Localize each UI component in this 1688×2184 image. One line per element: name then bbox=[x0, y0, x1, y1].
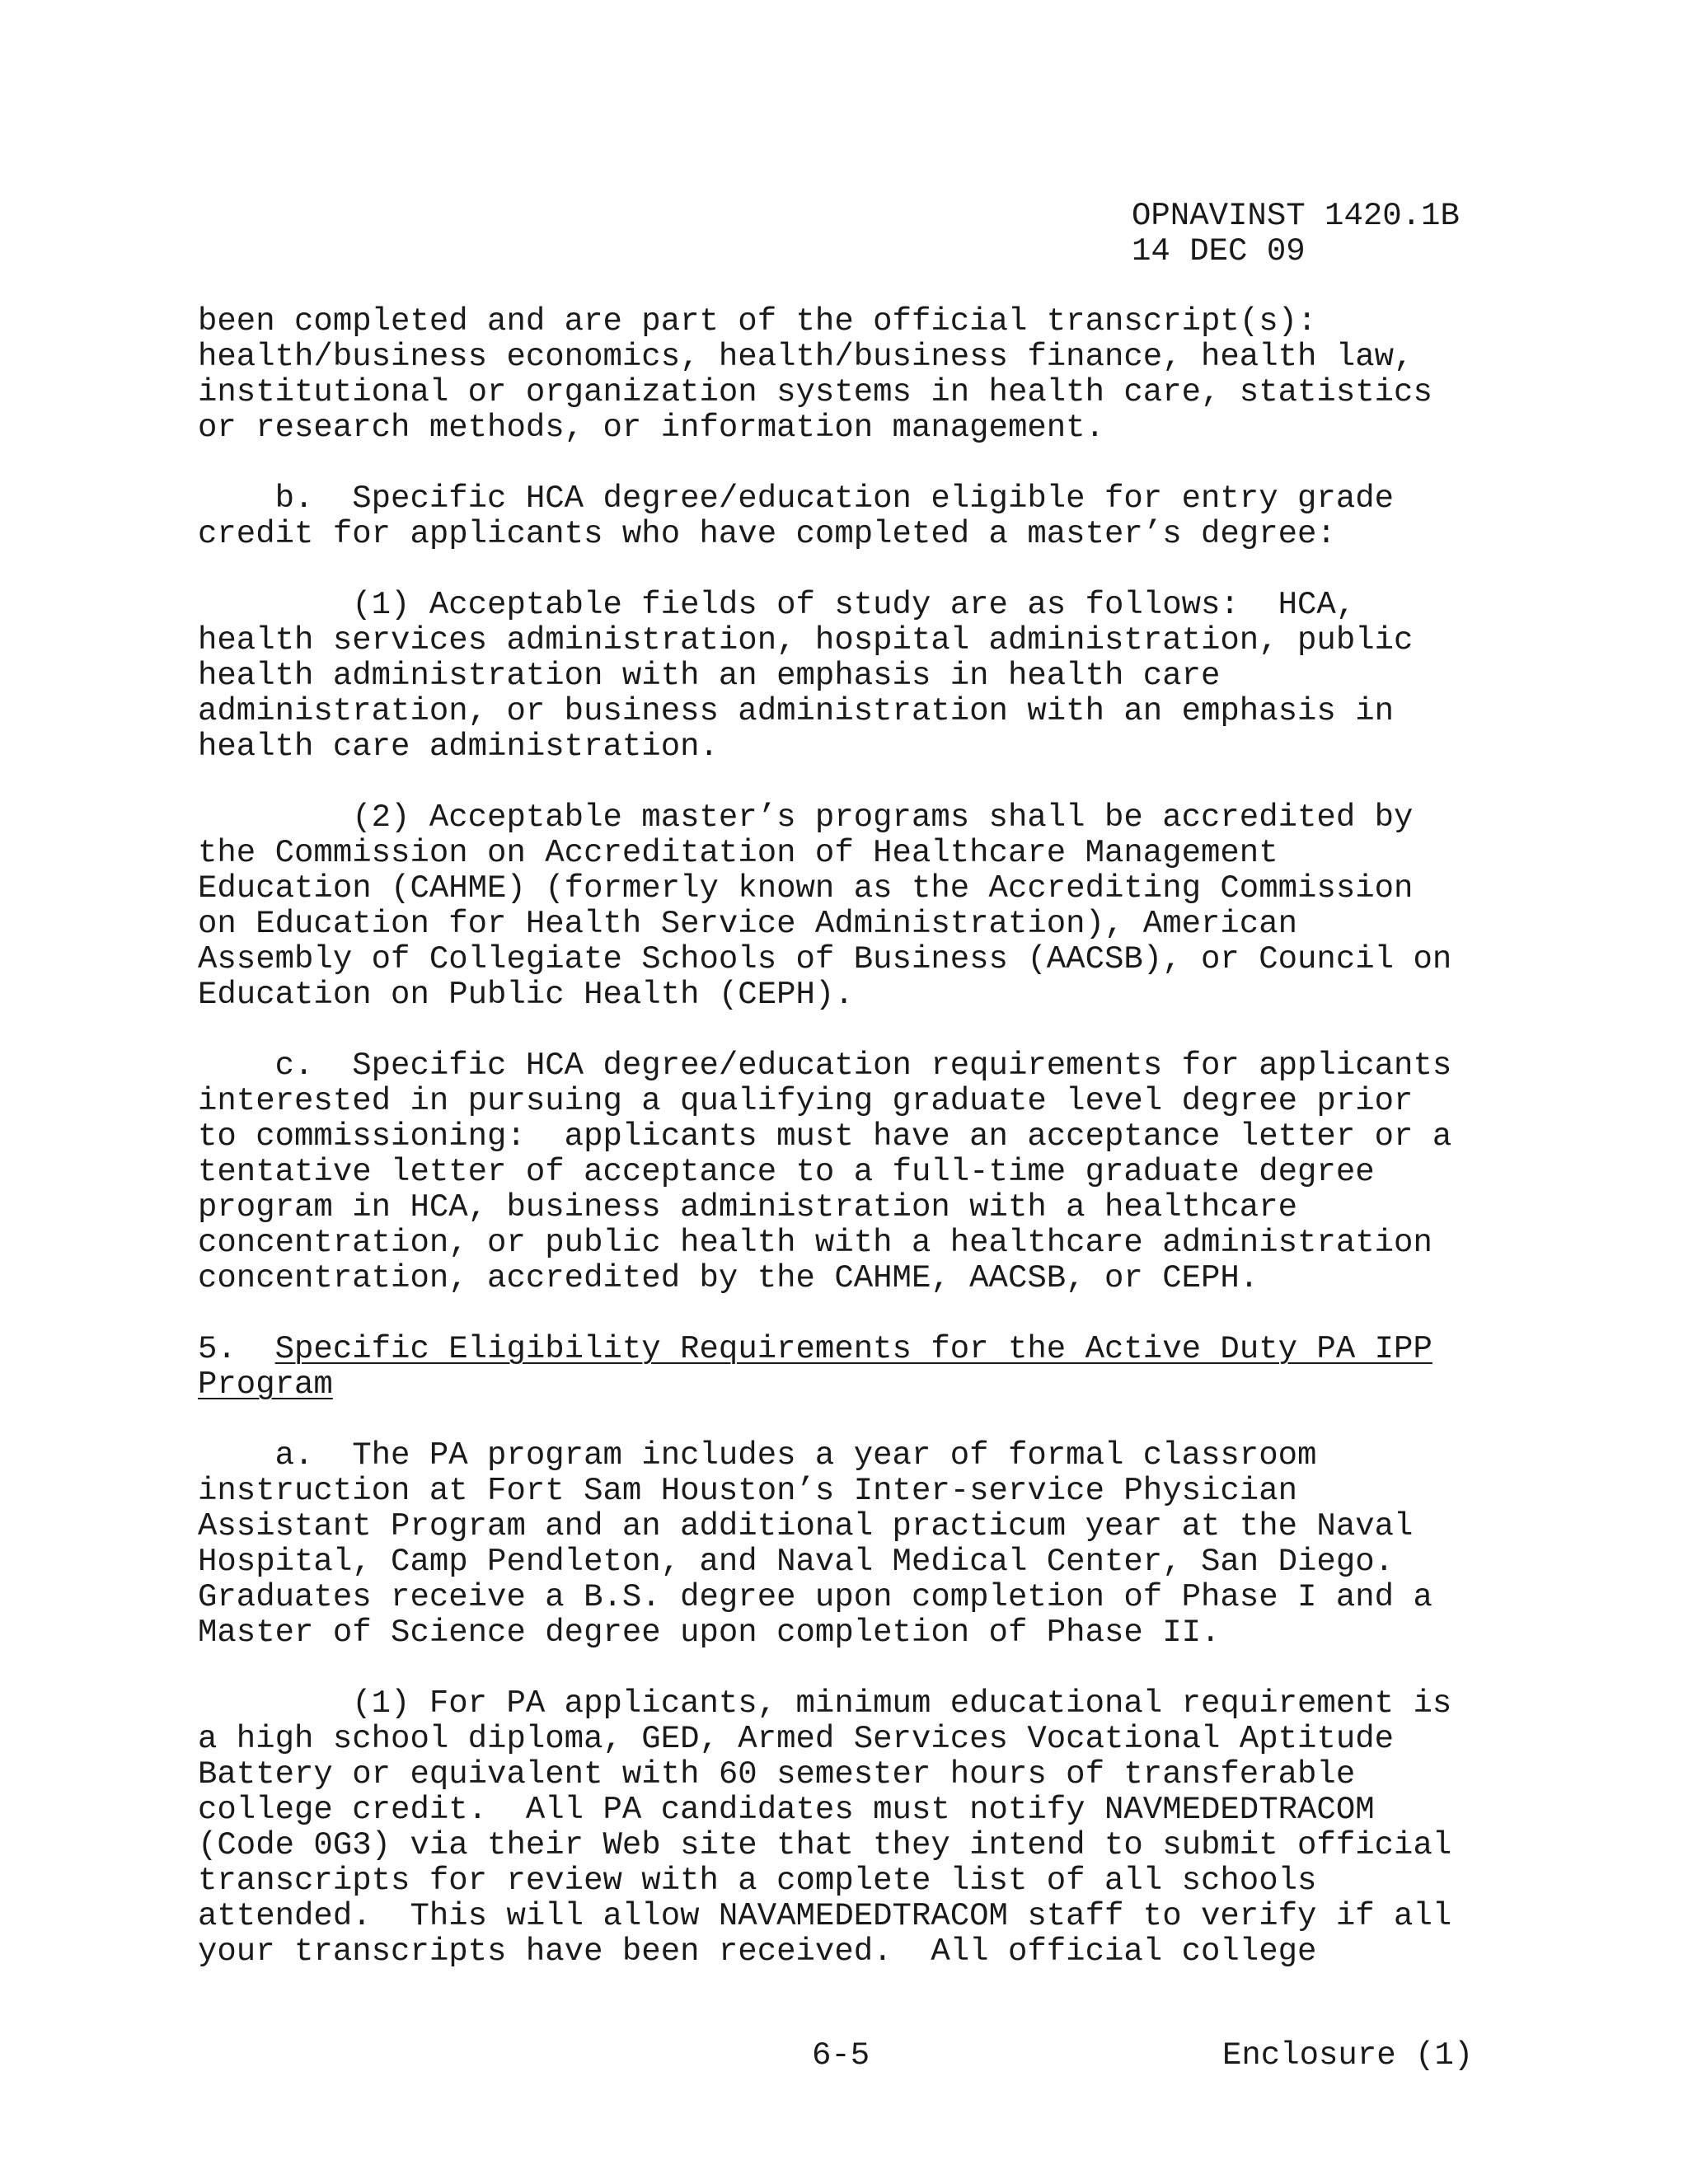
text-line: been completed and are part of the official transcript(s): bbox=[198, 303, 1317, 340]
text-line: concentration, accredited by the CAHME, AACSB, or CEPH. bbox=[198, 1260, 1259, 1296]
text-line: program in HCA, business administration with a healthcare bbox=[198, 1189, 1298, 1226]
text-line: health administration with an emphasis in health care bbox=[198, 658, 1221, 694]
text-line: (Code 0G3) via their Web site that they intend to submit official bbox=[198, 1827, 1452, 1863]
text-line: or research methods, or information management. bbox=[198, 410, 1104, 446]
text-line: Master of Science degree upon completion of Phase II. bbox=[198, 1615, 1221, 1651]
text-line: (1) Acceptable fields of study are as follows: HCA, bbox=[198, 587, 1356, 623]
page-number: 6-5 bbox=[812, 2037, 870, 2074]
text-line: concentration, or public health with a healthcare administration bbox=[198, 1225, 1432, 1261]
section-title-continued: Program bbox=[198, 1366, 333, 1403]
text-line: (2) Acceptable master’s programs shall be accredited by bbox=[198, 799, 1414, 836]
document-number: OPNAVINST 1420.1B bbox=[1132, 198, 1460, 234]
document-date: 14 DEC 09 bbox=[1132, 233, 1306, 269]
text-line: to commissioning: applicants must have an acceptance letter or a bbox=[198, 1118, 1452, 1155]
text-line: Education (CAHME) (formerly known as the Accrediting Commission bbox=[198, 870, 1414, 907]
text-line: the Commission on Accreditation of Healthcare Management bbox=[198, 835, 1278, 871]
text-line: transcripts for review with a complete list of all schools bbox=[198, 1863, 1317, 1899]
text-line: tentative letter of acceptance to a full-time graduate degree bbox=[198, 1154, 1375, 1190]
text-line: interested in pursuing a qualifying graduate level degree prior bbox=[198, 1083, 1414, 1119]
text-line: b. Specific HCA degree/education eligible for entry grade bbox=[198, 480, 1395, 517]
section-title: Specific Eligibility Requirements for the Active Duty PA IPP bbox=[274, 1331, 1432, 1367]
text-line: Hospital, Camp Pendleton, and Naval Medical Center, San Diego. bbox=[198, 1544, 1395, 1580]
text-line: (1) For PA applicants, minimum educational requirement is bbox=[198, 1685, 1452, 1722]
text-line: credit for applicants who have completed a master’s degree: bbox=[198, 516, 1336, 552]
section-number: 5. bbox=[198, 1331, 275, 1367]
text-line: institutional or organization systems in health care, statistics bbox=[198, 374, 1432, 410]
text-line: c. Specific HCA degree/education requirements for applicants bbox=[198, 1047, 1452, 1084]
text-line: attended. This will allow NAVAMEDEDTRACOM staff to verify if all bbox=[198, 1898, 1452, 1934]
text-line: Graduates receive a B.S. degree upon completion of Phase I and a bbox=[198, 1579, 1432, 1615]
text-line: your transcripts have been received. All official college bbox=[198, 1933, 1317, 1970]
text-line: health services administration, hospital administration, public bbox=[198, 622, 1414, 658]
text-line: Assembly of Collegiate Schools of Business (AACSB), or Council on bbox=[198, 941, 1452, 977]
enclosure-label: Enclosure (1) bbox=[1222, 2037, 1474, 2074]
text-line: a. The PA program includes a year of formal classroom bbox=[198, 1437, 1317, 1474]
text-line: a high school diploma, GED, Armed Services Vocational Aptitude bbox=[198, 1721, 1395, 1757]
text-line: health care administration. bbox=[198, 729, 719, 765]
text-line: on Education for Health Service Administration), American bbox=[198, 906, 1298, 942]
text-line: Education on Public Health (CEPH). bbox=[198, 977, 854, 1013]
text-line: college credit. All PA candidates must notify NAVMEDEDTRACOM bbox=[198, 1792, 1375, 1828]
text-line: administration, or business administration with an emphasis in bbox=[198, 693, 1395, 729]
text-line: health/business economics, health/business finance, health law, bbox=[198, 339, 1414, 375]
text-line: Assistant Program and an additional practicum year at the Naval bbox=[198, 1508, 1414, 1544]
text-line: instruction at Fort Sam Houston’s Inter-service Physician bbox=[198, 1473, 1298, 1509]
text-line: Battery or equivalent with 60 semester hours of transferable bbox=[198, 1756, 1356, 1793]
